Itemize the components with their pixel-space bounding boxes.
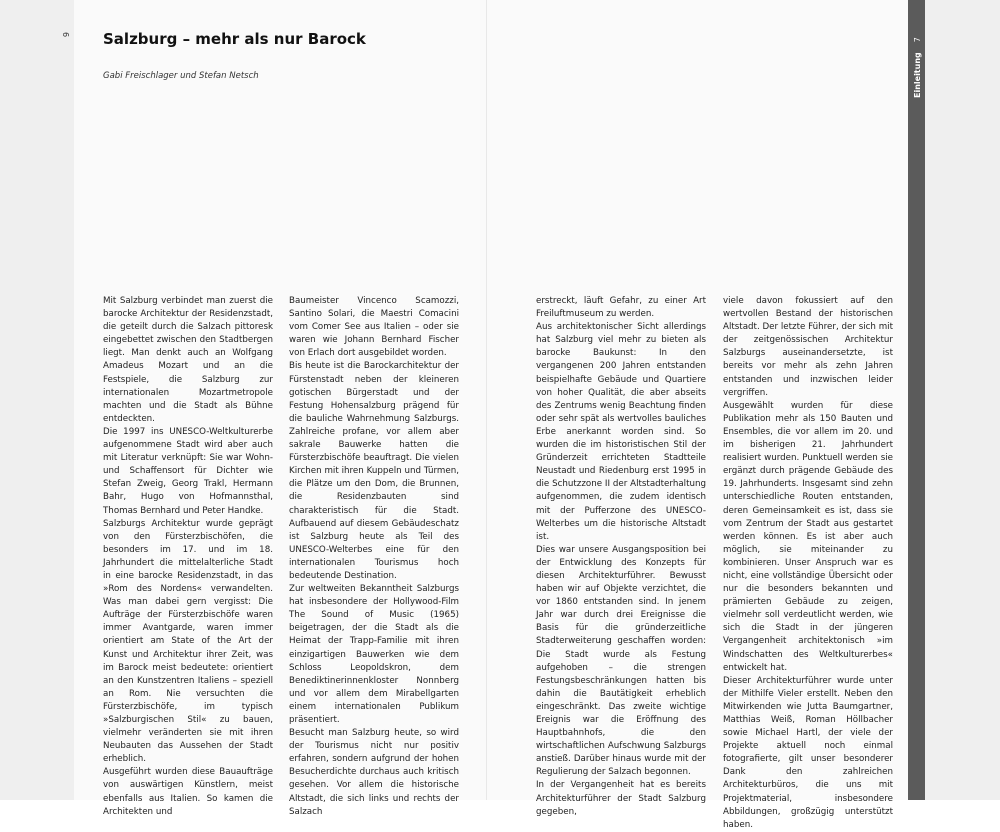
text-column-1 (103, 295, 273, 819)
paragraph: erstreckt, läuft Gefahr, zu einer Art Freiluftmuseum zu werden. (536, 296, 706, 320)
paragraph: Salzburgs Architektur wurde geprägt von den Fürsterzbischöfen, die besonders im 17. und im 18. Jahrhundert die mittelalterliche Stadt in eine barocke Residenzstadt, in das »Rom des Nordens« verwandelten. Was man dabei gern vergisst: Die Aufträge der Fürsterzbischöfe waren immer Avantgarde, waren immer orientiert am State of the Art der Kunst und Architektur ihrer Zeit, was im Barock meist bedeutete: orientiert an den Kunstzentren Italiens – speziell an Rom. Nie versuchten die Fürsterzbischöfe, im typisch »Salzburgischen Stil« zu bauen, vielmehr veränderten sie mit ihren Neubauten das Aussehen der Stadt erheblich. (103, 518, 273, 765)
page-number-right: 7 (913, 37, 922, 43)
paragraph: Aus architektonischer Sicht allerdings hat Salzburg viel mehr zu bieten als barocke Baukunst: In den vergangenen 200 Jahren entstanden beispielhafte Gebäude und Quartiere von hoher Qualität, die aber abseits des Zentrums wenig Beachtung finden oder sehr spät als wertvolles bauliches Erbe anerkannt worden sind. So wurden die im historistischen Stil der Gründerzeit errichteten Stadtteile Neustadt und Riedenburg erst 1995 in die Schutzzone II der Altstadterhaltung aufgenommen, die zudem identisch mit der Pufferzone des UNESCO-Welterbes um die historische Altstadt ist. (536, 322, 706, 542)
paragraph: Zur weltweiten Bekanntheit Salzburgs hat insbesondere der Hollywood-Film The Sound of Music (1965) beigetragen, der die Stadt als die Heimat der Trapp-Familie mit ihren einzigartigen Bauwerken wie dem Schloss Leopoldskron, dem Benediktinerinnenkloster Nonnberg und vor allem dem Mirabellgarten einem internationalen Publikum präsentiert. (289, 584, 459, 725)
scan-margin-left (0, 0, 74, 800)
paragraph: Baumeister Vincenco Scamozzi, Santino Solari, die Maestri Comacini vom Comer See aus Italien – oder sie waren wie Johann Bernhard Fischer von Erlach dort ausgebildet worden. (289, 296, 459, 359)
paragraph: Mit Salzburg verbindet man zuerst die barocke Architektur der Residenzstadt, die geteilt durch die Salzach pittoresk eingebettet zwischen den Stadtbergen liegt. Man denkt auch an Wolfgang Amadeus Mozart und an die Festspiele, die Salzburg zur internationalen Mozartmetropole machten und die Stadt als Bühne entdeckten. (103, 296, 273, 424)
page-number-left: 6 (61, 32, 70, 38)
text-column-3 (536, 295, 706, 819)
paragraph: Die 1997 ins UNESCO-Weltkulturerbe aufgenommene Stadt wird aber auch mit Literatur verknüpft: Sie war Wohn- und Schaffensort für Dichter wie Stefan Zweig, Georg Trakl, Hermann Bahr, Hugo von Hofmannsthal, Thomas Bernhard und Peter Handke. (103, 426, 273, 516)
section-name: Einleitung (913, 52, 922, 98)
paragraph: In der Vergangenheit hat es bereits Architekturführer der Stadt Salzburg gegeben, (536, 780, 706, 817)
paragraph: Besucht man Salzburg heute, so wird der Tourismus nicht nur positiv erfahren, sondern aufgrund der hohen Besucherdichte durchaus auch kritisch gesehen. Vor allem die historische Altstadt, die sich links und rechts der Salzach (289, 728, 459, 817)
text-column-2 (289, 295, 459, 819)
book-gutter (486, 0, 487, 800)
paragraph: Ausgewählt wurden für diese Publikation mehr als 150 Bauten und Ensembles, die vor allem im 20. und im bisherigen 21. Jahrhundert realisiert wurden. Punktuell werden sie ergänzt durch prägende Gebäude des 19. Jahrhunderts. Insgesamt sind zehn unterschiedliche Routen entstanden, deren Gemeinsamkeit es ist, dass sie vom Zentrum der Stadt aus gestartet werden können. Es ist aber auch möglich, sie miteinander zu kombinieren. Unser Anspruch war es nicht, eine vollständige Übersicht oder nur die besonders bekannten und prämierten Gebäude zu zeigen, vielmehr soll verdeutlicht werden, wie sich die Stadt in der jüngeren Vergangenheit architektonisch »im Windschatten des Weltkulturerbes« entwickelt hat. (723, 400, 893, 673)
section-tab (908, 0, 925, 800)
paragraph: viele davon fokussiert auf den wertvollen Bestand der historischen Altstadt. Der letzte Führer, der sich mit der zeitgenössischen Architektur Salzburgs auseinandersetzte, ist bereits vor mehr als zehn Jahren entstanden und inzwischen leider vergriffen. (723, 296, 893, 398)
paragraph: Dieser Architekturführer wurde unter der Mithilfe Vieler erstellt. Neben den Mitwirkenden wie Jutta Baumgartner, Matthias Weiß, Roman Höllbacher sowie Michael Hartl, der viele der Projekte aktuell noch einmal fotografierte, gilt unser besonderer Dank den zahlreichen Architekturbüros, die uns mit Projektmaterial, insbesondere Abbildungen, großzügig unterstützt haben. (723, 675, 893, 830)
paragraph: Ausgeführt wurden diese Bauaufträge von auswärtigen Künstlern, meist ebenfalls aus Italien. So kamen die Architekten und (103, 767, 273, 817)
paragraph: Bis heute ist die Barockarchitektur der Fürstenstadt neben der kleineren gotischen Bürgerstadt und der Festung Hohensalzburg prägend für die bauliche Wahrnehmung Salzburgs. Zahlreiche profane, vor allem aber sakrale Bauwerke hatten die Fürsterzbischöfe beauftragt. Die vielen Kirchen mit ihren Kuppeln und Türmen, die Plätze um den Dom, die Brunnen, die Residenzbauten sind charakteristisch für die Stadt. Aufbauend auf diesem Gebäudeschatz ist Salzburg heute als Teil des UNESCO-Welterbes eine für den internationalen Tourismus hoch bedeutende Destination. (289, 361, 459, 581)
article-title: Salzburg – mehr als nur Barock (103, 30, 366, 48)
text-column-4 (723, 295, 893, 832)
paragraph: Dies war unsere Ausgangsposition bei der Entwicklung des Konzepts für diesen Architekturführer. Bewusst haben wir auf Objekte verzichtet, die vor 1860 entstanden sind. In jenem Jahr war durch drei Ereignisse die Basis für die gründerzeitliche Stadterweiterung geschaffen worden: Die Stadt wurde als Festung aufgehoben – die strengen Festungsbeschränkungen hatten bis dahin die Bautätigkeit erheblich eingeschränkt. Das zweite wichtige Ereignis war die Eröffnung des Hauptbahnhofs, die den wirtschaftlichen Aufschwung Salzburgs anstieß. Darüber hinaus wurde mit der Regulierung der Salzach begonnen. (536, 544, 706, 778)
section-tab-label (913, 28, 922, 98)
article-authors: Gabi Freischlager und Stefan Netsch (103, 71, 259, 81)
scan-margin-right (925, 0, 1000, 800)
